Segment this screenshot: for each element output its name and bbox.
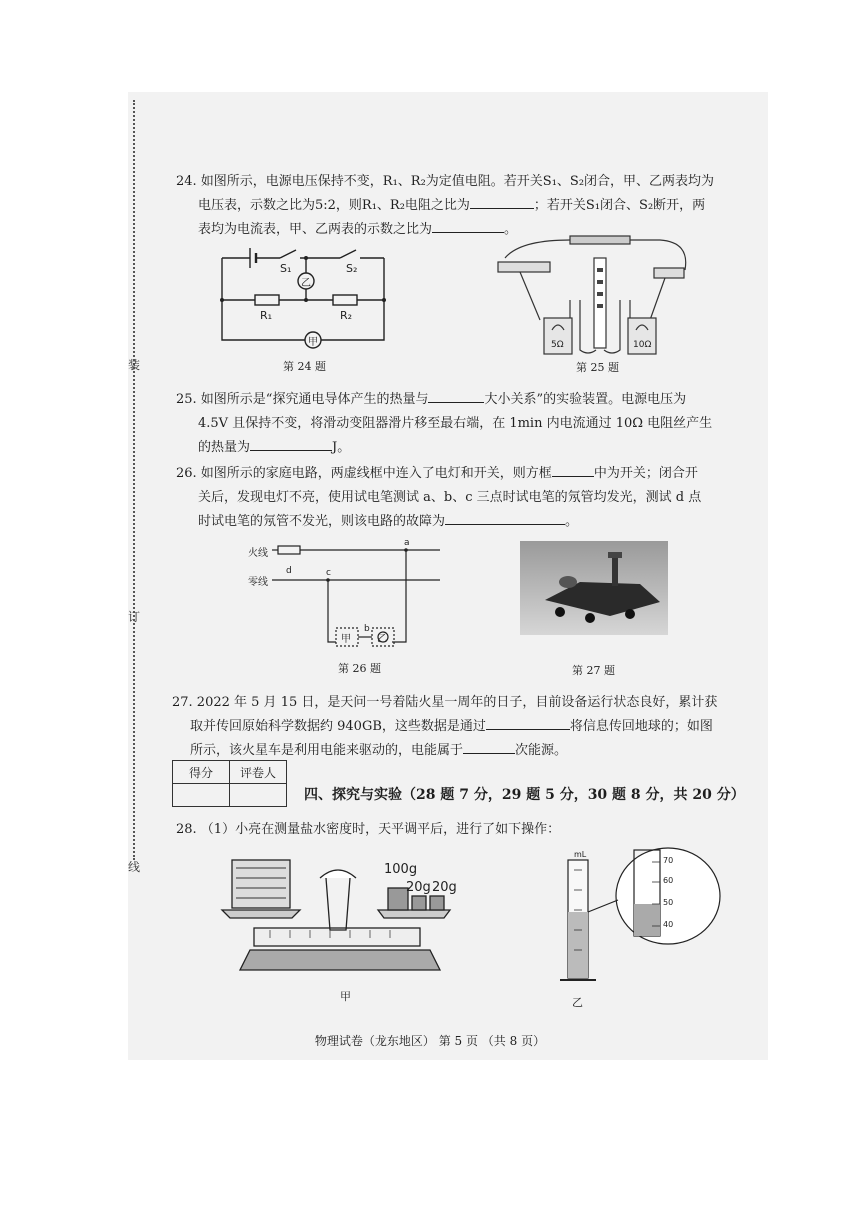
- caption-26: 第 26 题: [338, 662, 381, 675]
- tick-50: 50: [663, 898, 674, 907]
- q25-line2: 4.5V 且保持不变，将滑动变阻器滑片移至最右端，在 1min 内电流通过 10Ω 电阻丝产生: [198, 416, 713, 431]
- q26-line1: 26. 如图所示的家庭电路，两虚线框中连入了电灯和开关，则方框 中为开关；闭合开: [176, 462, 698, 486]
- point-b: b: [364, 624, 370, 634]
- q25-line1: 25. 如图所示是“探究通电导体产生的热量与 大小关系”的实验装置。电源电压为: [176, 388, 686, 412]
- label-s2: S₂: [346, 262, 358, 275]
- tick-70: 70: [663, 856, 674, 865]
- weight-20g-b: 20g: [432, 880, 457, 895]
- caption-27: 第 27 题: [572, 664, 615, 677]
- point-c: c: [326, 568, 331, 578]
- tick-40: 40: [663, 920, 674, 929]
- q24-line1: 24. 如图所示，电源电压保持不变，R₁、R₂为定值电阻。若开关S₁、S₂闭合，甲、乙两表均为: [176, 174, 715, 189]
- box-yi: 乙: [377, 634, 387, 645]
- q27-line2: 取并传回原始科学数据约 940GB，这些数据是通过 将信息传回地球的；如图: [190, 715, 713, 739]
- label-10ohm: 10Ω: [633, 340, 652, 350]
- caption-25: 第 25 题: [576, 361, 619, 374]
- label-s1: S₁: [280, 262, 292, 275]
- side-mark-zhuang: 装: [128, 358, 141, 372]
- label-r1: R₁: [260, 309, 273, 322]
- caption-24: 第 24 题: [283, 360, 326, 373]
- label-fire-wire: 火线: [248, 548, 268, 559]
- cylinder-unit: mL: [574, 850, 587, 859]
- box-jia: 甲: [341, 634, 351, 645]
- q27-line3: 所示，该火星车是利用电能来驱动的，电能属于 次能源。: [190, 739, 567, 763]
- tick-60: 60: [663, 876, 674, 885]
- point-a: a: [404, 538, 410, 548]
- side-mark-xian: 线: [128, 860, 141, 874]
- label-yi: 乙: [572, 996, 583, 1009]
- meter-jia: 甲: [308, 337, 318, 348]
- label-jia: 甲: [340, 990, 351, 1003]
- weight-100g: 100g: [384, 862, 418, 877]
- q28-line1: 28. （1）小亮在测量盐水密度时，天平调平后，进行了如下操作：: [176, 822, 561, 837]
- meter-yi: 乙: [301, 278, 311, 289]
- page-footer: 物理试卷（龙东地区） 第 5 页 （共 8 页）: [314, 1034, 546, 1048]
- label-5ohm: 5Ω: [551, 340, 564, 350]
- q26-line3: 时试电笔的氖管不发光，则该电路的故障为 。: [198, 510, 578, 534]
- q24-line2: 电压表，示数之比为5:2，则R₁、R₂电阻之比为 ；若开关S₁闭合、S₂断开，两: [198, 194, 705, 218]
- label-zero-wire: 零线: [248, 577, 268, 588]
- side-mark-ding: 订: [128, 610, 141, 624]
- q24-line3: 表均为电流表，甲、乙两表的示数之比为 。: [198, 218, 517, 242]
- grader-header: 评卷人: [230, 761, 287, 784]
- label-r2: R₂: [340, 309, 353, 322]
- point-d: d: [286, 566, 292, 576]
- q25-line3: 的热量为 J。: [198, 436, 350, 460]
- q27-line1: 27. 2022 年 5 月 15 日，是天问一号着陆火星一周年的日子，目前设备运行状态良好，累计获: [172, 695, 718, 710]
- q26-line2: 关后，发现电灯不亮，使用试电笔测试 a、b、c 三点时试电笔的氖管均发光，测试 d 点: [198, 490, 702, 505]
- score-header: 得分: [173, 761, 230, 784]
- weight-20g-a: 20g: [406, 880, 431, 895]
- section-4-title: 四、探究与实验（28 题 7 分，29 题 5 分，30 题 8 分，共 20 分）: [304, 787, 745, 803]
